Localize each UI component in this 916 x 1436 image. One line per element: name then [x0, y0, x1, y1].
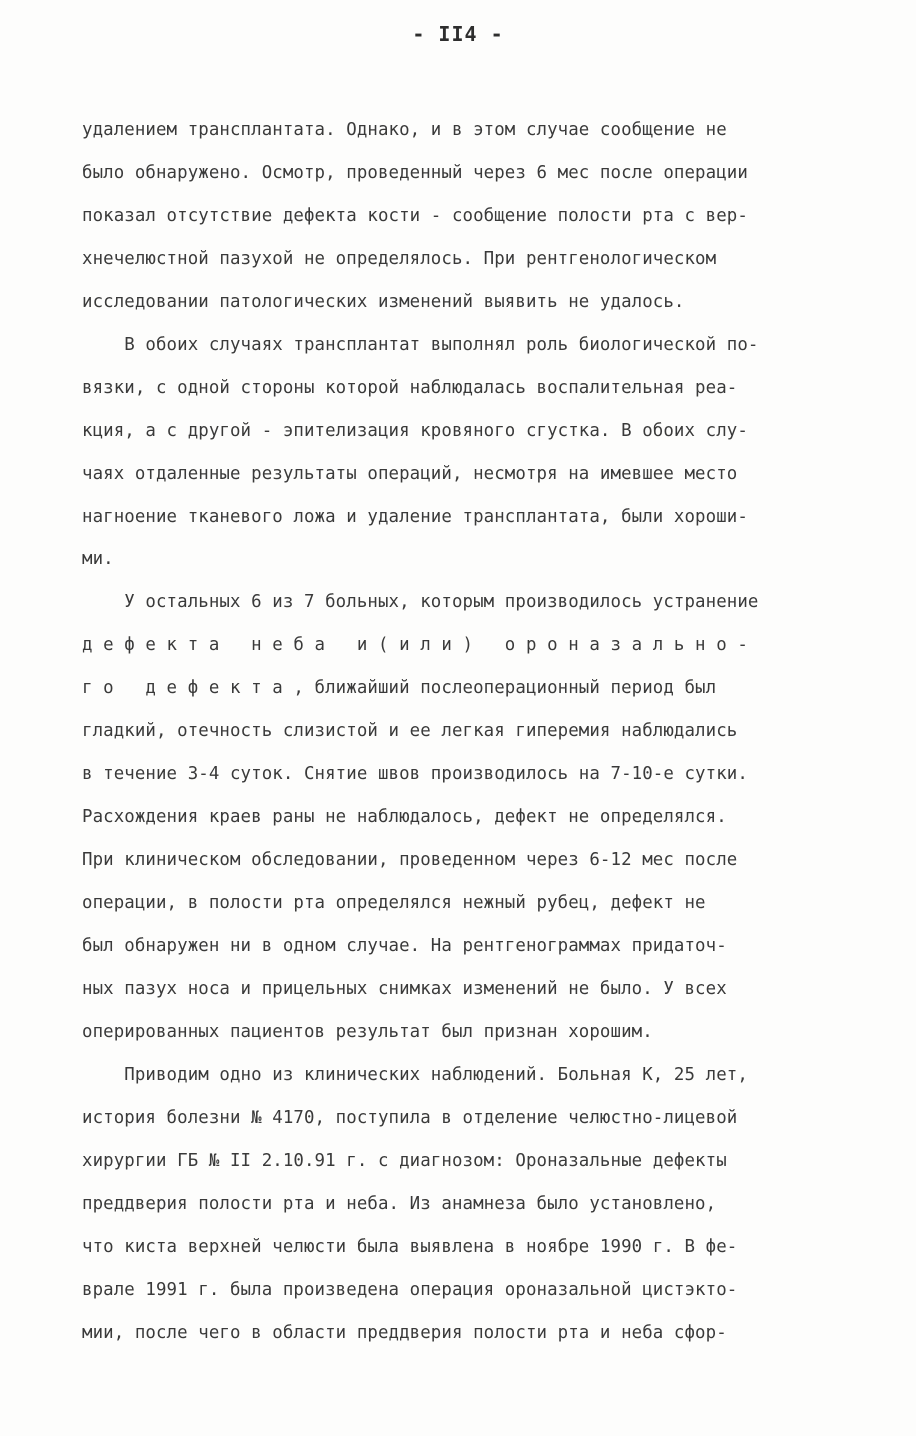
text-line: вязки, с одной стороны которой наблюдалась воспалительная реа- — [82, 378, 738, 398]
text-line: история болезни № 4170, поступила в отделение челюстно-лицевой — [82, 1108, 738, 1128]
text-line: хирургии ГБ № II 2.10.91 г. с диагнозом: Ороназальные дефекты — [82, 1151, 727, 1171]
text-line: кция, а с другой - эпителизация кровяного сгустка. В обоих слу- — [82, 421, 748, 441]
text-line: При клиническом обследовании, проведенном через 6-12 мес после — [82, 850, 738, 870]
text-line: был обнаружен ни в одном случае. На рентгенограммах придаточ- — [82, 936, 727, 956]
text-line: оперированных пациентов результат был признан хорошим. — [82, 1022, 653, 1042]
text-line: операции, в полости рта определялся нежный рубец, дефект не — [82, 893, 706, 913]
text-line: удалением трансплантата. Однако, и в этом случае сообщение не — [82, 120, 727, 140]
text-line: В обоих случаях трансплантат выполнял роль биологической по- — [82, 335, 759, 355]
text-line: гладкий, отечность слизистой и ее легкая гиперемия наблюдались — [82, 721, 738, 741]
text-line: ми. — [82, 549, 114, 569]
text-line: преддверия полости рта и неба. Из анамнеза было установлено, — [82, 1194, 717, 1214]
text-line: что киста верхней челюсти была выявлена в ноябре 1990 г. В фе- — [82, 1237, 738, 1257]
text-line: д е ф е к т а н е б а и ( и л и ) о р о н а з а л ь н о - — [82, 635, 748, 655]
text-line: в течение 3-4 суток. Снятие швов производилось на 7-10-е сутки. — [82, 764, 748, 784]
text-line: исследовании патологических изменений выявить не удалось. — [82, 292, 685, 312]
text-line: показал отсутствие дефекта кости - сообщение полости рта с вер- — [82, 206, 748, 226]
text-line: врале 1991 г. была произведена операция ороназальной цистэкто- — [82, 1280, 738, 1300]
text-line: чаях отдаленные результаты операций, несмотря на имевшее место — [82, 464, 738, 484]
text-line: мии, после чего в области преддверия полости рта и неба сфор- — [82, 1323, 727, 1343]
page-number: - II4 - — [412, 22, 504, 46]
text-line: хнечелюстной пазухой не определялось. При рентгенологическом — [82, 249, 717, 269]
text-line: было обнаружено. Осмотр, проведенный через 6 мес после операции — [82, 163, 748, 183]
text-line: ных пазух носа и прицельных снимках изменений не было. У всех — [82, 979, 727, 999]
text-line: Приводим одно из клинических наблюдений. Больная К, 25 лет, — [82, 1065, 748, 1085]
text-line: У остальных 6 из 7 больных, которым производилось устранение — [82, 592, 759, 612]
text-line: нагноение тканевого ложа и удаление трансплантата, были хороши- — [82, 507, 748, 527]
text-line: Расхождения краев раны не наблюдалось, дефект не определялся. — [82, 807, 727, 827]
text-line: г о д е ф е к т а , ближайший послеоперационный период был — [82, 678, 717, 698]
